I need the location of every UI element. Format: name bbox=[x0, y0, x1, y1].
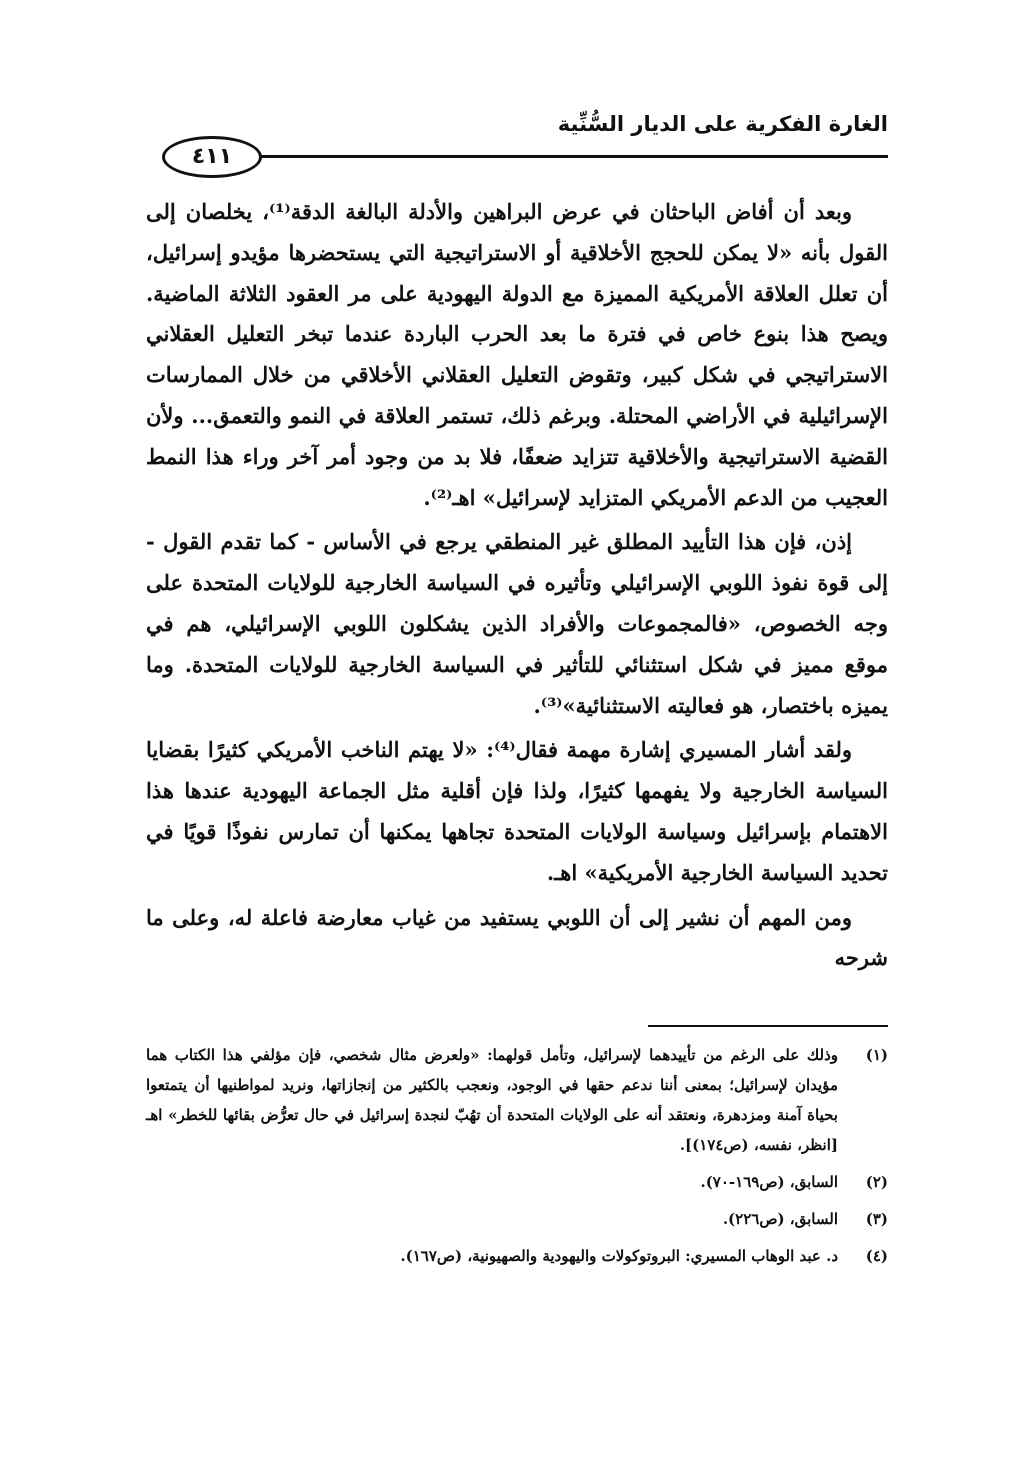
header-rule bbox=[260, 155, 888, 158]
paragraph-4: ومن المهم أن نشير إلى أن اللوبي يستفيد من غياب معارضة فاعلة له، وعلى ما شرحه bbox=[146, 904, 888, 971]
footnote-2 bbox=[146, 1167, 888, 1197]
footnote-separator bbox=[648, 1025, 888, 1027]
footnote-number: (٢) bbox=[865, 1173, 888, 1191]
page-number-badge: ٤١١ bbox=[162, 136, 262, 178]
footnote-number: (٤) bbox=[865, 1247, 888, 1265]
main-text bbox=[146, 192, 888, 983]
running-header-title: الغارة الفكرية على الديار السُّنِّية bbox=[557, 112, 888, 136]
footnote-3 bbox=[146, 1204, 888, 1234]
footnote-text: د. عبد الوهاب المسيري: البروتوكولات واليهودية والصهيونية، (ص١٦٧). bbox=[400, 1247, 838, 1265]
footnote-number: (٣) bbox=[865, 1210, 888, 1228]
paragraph-1: وبعد أن أفاض الباحثان في عرض البراهين والأدلة البالغة الدقة⁽¹⁾، يخلصان إلى القول بأنه «لا يمكن للحجج الأخلاقية أو الاستراتيجية التي يستحضرها مؤيدو إسرائيل، أن تعلل العلاقة الأمريكية المميزة مع الدولة اليهودية على مر العقود الثلاثة الماضية. ويصح هذا بنوع خاص في فترة ما بعد الحرب الباردة عندما تبخر التعليل العقلاني الاستراتيجي في شكل كبير، وتقوض التعليل العقلاني الأخلاقي من خلال الممارسات الإسرائيلية في الأراضي المحتلة. وبرغم ذلك، تستمر العلاقة في النمو والتعمق... ولأن القضية الاستراتيجية والأخلاقية تتزايد ضعفًا، فلا بد من وجود أمر آخر وراء هذا النمط العجيب من الدعم الأمريكي المتزايد لإسرائيل» اهـ⁽²⁾. bbox=[146, 199, 889, 510]
footnote-number: (١) bbox=[865, 1046, 888, 1064]
footnote-text: السابق، (ص٢٢٦). bbox=[722, 1210, 838, 1228]
footnote-text: السابق، (ص١٦٩-٧٠). bbox=[700, 1173, 838, 1191]
paragraph-3: ولقد أشار المسيري إشارة مهمة فقال⁽⁴⁾: «لا يهتم الناخب الأمريكي كثيرًا بقضايا السياسة الخارجية ولا يفهمها كثيرًا، ولذا فإن أقلية مثل الجماعة اليهودية عندها هذا الاهتمام بإسرائيل وسياسة الولايات المتحدة تجاهها يمكنها أن تمارس نفوذًا قويًا في تحديد السياسة الخارجية الأمريكية» اهـ. bbox=[146, 737, 888, 885]
footnote-1 bbox=[146, 1040, 888, 1160]
paragraph-2: إذن، فإن هذا التأييد المطلق غير المنطقي يرجع في الأساس - كما تقدم القول - إلى قوة نفوذ اللوبي الإسرائيلي وتأثيره في السياسة الخارجية للولايات المتحدة على وجه الخصوص، «فالمجموعات والأفراد الذين يشكلون اللوبي الإسرائيلي، هم في موقع مميز في شكل استثنائي للتأثير في السياسة الخارجية للولايات المتحدة. وما يميزه باختصار، هو فعاليته الاستثنائية»⁽³⁾. bbox=[146, 529, 888, 718]
footnote-4 bbox=[146, 1241, 888, 1271]
footnotes bbox=[146, 1040, 888, 1278]
footnote-text: وذلك على الرغم من تأييدهما لإسرائيل، وتأمل قولهما: «ولعرض مثال شخصي، فإن مؤلفي هذا الكتاب هما مؤيدان لإسرائيل؛ بمعنى أننا ندعم حقها في الوجود، ونعجب بالكثير من إنجازاتها، ونريد لمواطنيها أن يتمتعوا بحياة آمنة ومزدهرة، ونعتقد أنه على الولايات المتحدة أن تهُبّ لنجدة إسرائيل في حال تعرُّض بقائها للخطر» اهـ [انظر، نفسه، (ص١٧٤)]. bbox=[146, 1046, 838, 1154]
